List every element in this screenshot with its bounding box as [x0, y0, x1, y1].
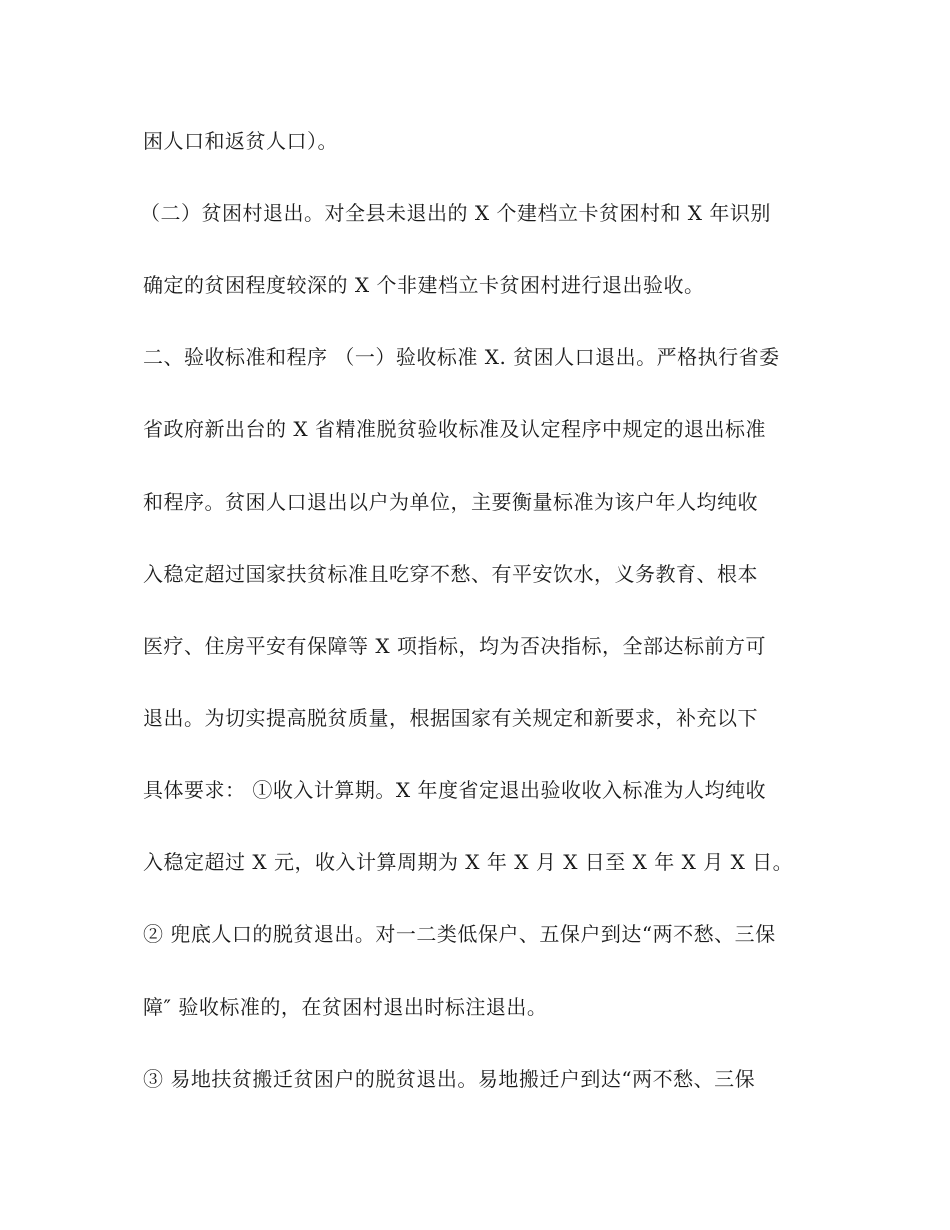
text-line-7: 入稳定超过国家扶贫标准且吃穿不愁、有平安饮水，义务教育、根本: [143, 562, 758, 586]
text-line-5: 省政府新出台的 X 省精准脱贫验收标准及认定程序中规定的退出标准: [143, 417, 766, 441]
text-line-9: 退出。为切实提高脱贫质量，根据国家有关规定和新要求，补充以下: [143, 706, 758, 730]
text-line-14: ③ 易地扶贫搬迁贫困户的脱贫退出。易地搬迁户到达“两不愁、三保: [143, 1067, 756, 1091]
text-line-3: 确定的贫困程度较深的 X 个非建档立卡贫困村进行退出验收。: [143, 273, 705, 297]
text-line-11: 入稳定超过 X 元，收入计算周期为 X 年 X 月 X 日至 X 年 X 月 X 日。: [143, 850, 794, 874]
text-line-1: 困人口和返贫人口）。: [143, 129, 338, 153]
text-line-8: 医疗、住房平安有保障等 X 项指标，均为否决指标，全部达标前方可: [143, 634, 766, 658]
text-line-6: 和程序。贫困人口退出以户为单位，主要衡量标准为该户年人均纯收: [143, 490, 758, 514]
text-line-13: 障″ 验收标准的，在贫困村退出时标注退出。: [143, 995, 548, 1019]
text-line-12: ② 兜底人口的脱贫退出。对一二类低保户、五保户到达“两不愁、三保: [143, 922, 776, 946]
text-line-4: 二、验收标准和程序 （一）验收标准 X. 贫困人口退出。严格执行省委: [143, 345, 780, 369]
text-line-10: 具体要求： ①收入计算期。X 年度省定退出验收收入标准为人均纯收: [143, 778, 766, 802]
text-line-2: （二）贫困村退出。对全县未退出的 X 个建档立卡贫困村和 X 年识别: [140, 201, 771, 225]
